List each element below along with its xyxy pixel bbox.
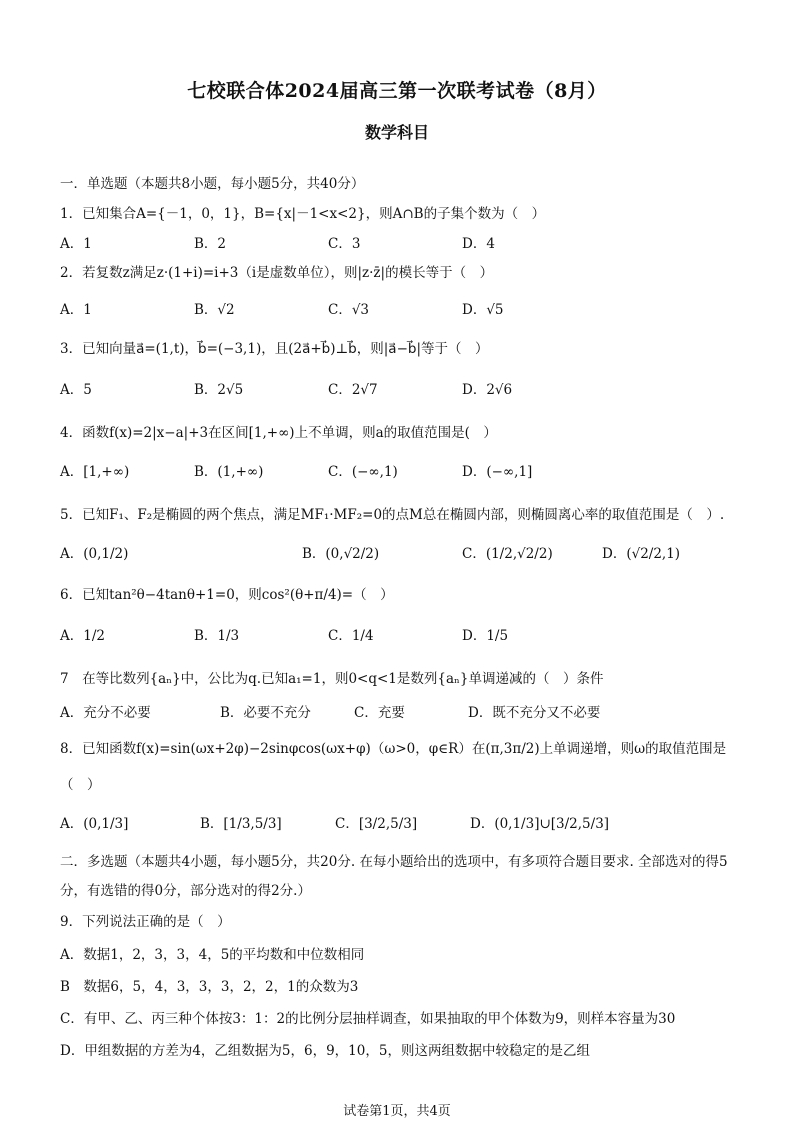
option-a: A．5 (60, 382, 92, 398)
option-d: D．2√6 (462, 382, 513, 398)
option-d: D．4 (462, 236, 495, 252)
option-d: D．(−∞,1] (462, 464, 533, 480)
question-4-stem: 4．函数f(x)=2|x−a|+3在区间[1,+∞)上不单调，则a的取值范围是( ） (60, 425, 497, 441)
question-9-stem: 9．下列说法正确的是（ ） (60, 914, 231, 930)
option-b: B．√2 (194, 302, 235, 318)
option-a: A．(0,1/2) (60, 546, 129, 562)
option-b: B．2 (194, 236, 227, 252)
option-b: B．必要不充分 (220, 705, 311, 721)
question-9-option-a: A．数据1，2，3，3，4，5的平均数和中位数相同 (60, 947, 365, 963)
option-c: C．[3/2,5/3] (335, 816, 418, 832)
question-8-stem: 8．已知函数f(x)=sin(ωx+2φ)−2sinφcos(ωx+φ)（ω>0，φ∈R）在(π,3π/2)上单调递增，则ω的取值范围是 (60, 741, 727, 757)
option-a: A．(0,1/3] (60, 816, 129, 832)
question-3-stem: 3．已知向量a⃗=(1,t)，b⃗=(−3,1)，且(2a⃗+b⃗)⊥b⃗，则|a⃗−b⃗|等于（ ） (60, 341, 489, 357)
subject-title: 数学科目 (364, 123, 429, 142)
question-2-stem: 2．若复数z满足z·(1+i)=i+3（i是虚数单位），则|z·z̄|的模长等于（ ） (60, 265, 494, 281)
option-a: A．充分不必要 (60, 705, 151, 721)
option-d: D．既不充分又不必要 (468, 705, 601, 721)
option-d: D．1/5 (462, 628, 509, 644)
option-a: A．1 (60, 302, 92, 318)
question-8-stem-cont: （ ） (60, 777, 101, 793)
option-c: C．√3 (328, 302, 370, 318)
question-9-option-d: D．甲组数据的方差为4，乙组数据为5，6，9，10，5，则这两组数据中较稳定的是乙组 (60, 1043, 590, 1059)
section2-heading-cont: 分，有选错的得0分，部分选对的得2分.） (60, 883, 311, 899)
option-c: C．充要 (354, 705, 405, 721)
question-9-option-b: B 数据6，5，4，3，3，3，2，2，1的众数为3 (60, 979, 359, 995)
option-b: B．(0,√2/2) (302, 546, 380, 562)
option-b: B．2√5 (194, 382, 244, 398)
option-a: A．1 (60, 236, 92, 252)
exam-title: 七校联合体2024届高三第一次联考试卷（8月） (187, 80, 607, 102)
option-c: C．3 (328, 236, 361, 252)
option-c: C．1/4 (328, 628, 374, 644)
option-d: D．√5 (462, 302, 504, 318)
question-7-stem: 7 在等比数列{aₙ}中，公比为q.已知a₁=1，则0<q<1是数列{aₙ}单调递减的（ ）条件 (60, 671, 604, 687)
section1-heading: 一．单选题（本题共8小题，每小题5分，共40分） (60, 176, 365, 192)
option-c: C．(1/2,√2/2) (462, 546, 553, 562)
section2-heading: 二．多选题（本题共4小题，每小题5分，共20分. 在每小题给出的选项中，有多项符合题目要求. 全部选对的得5 (60, 854, 728, 870)
option-a: A．[1,+∞) (60, 464, 130, 480)
option-a: A．1/2 (60, 628, 105, 644)
option-c: C．2√7 (328, 382, 378, 398)
question-6-stem: 6．已知tan²θ−4tanθ+1=0，则cos²(θ+π/4)=（ ） (60, 587, 394, 603)
question-9-option-c: C．有甲、乙、丙三种个体按3：1：2的比例分层抽样调查，如果抽取的甲个体数为9，则样本容量为30 (60, 1011, 676, 1027)
option-d: D．(√2/2,1) (602, 546, 681, 562)
page-footer: 试卷第1页，共4页 (343, 1104, 451, 1119)
question-1-stem: 1．已知集合A={－1，0，1}，B={x|－1<x<2}，则A∩B的子集个数为（ ） (60, 206, 546, 222)
option-b: B．[1/3,5/3] (200, 816, 282, 832)
option-d: D．(0,1/3]∪[3/2,5/3] (470, 816, 610, 832)
option-c: C．(−∞,1) (328, 464, 398, 480)
option-b: B．1/3 (194, 628, 240, 644)
option-b: B．(1,+∞) (194, 464, 264, 480)
question-5-stem: 5．已知F₁、F₂是椭圆的两个焦点，满足MF₁·MF₂=0的点M总在椭圆内部，则椭圆离心率的取值范围是（ ）. (60, 507, 725, 523)
